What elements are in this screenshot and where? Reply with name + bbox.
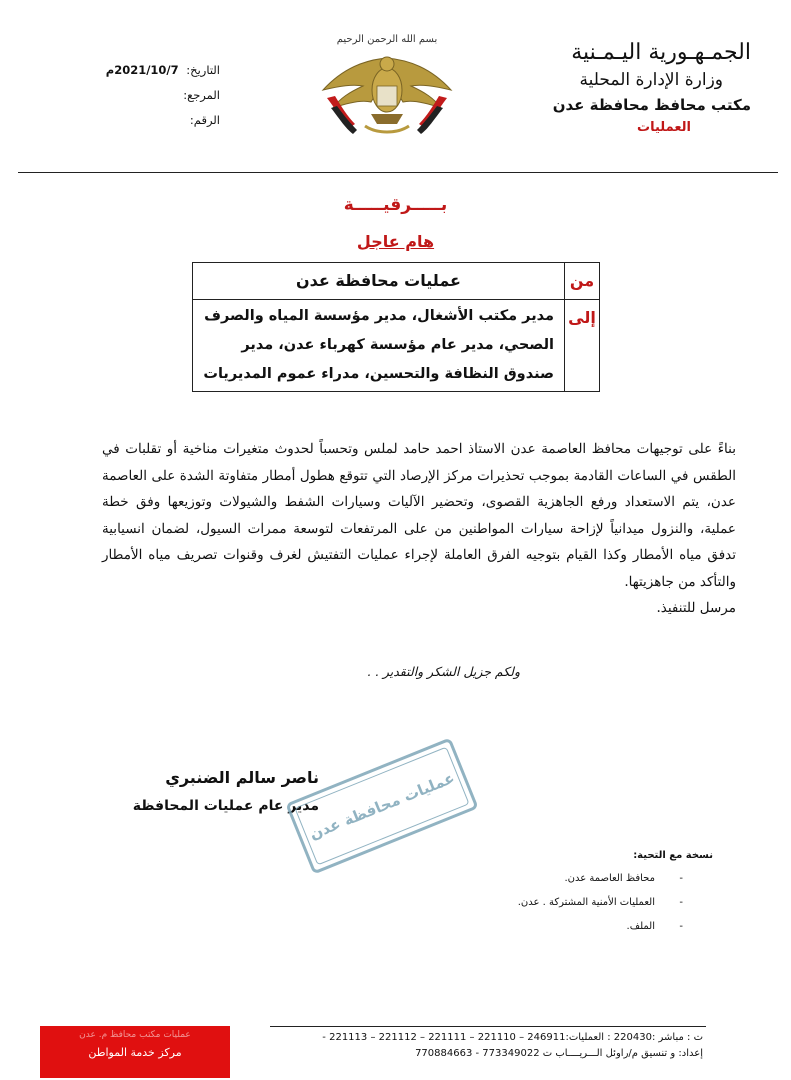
date-label: التاريخ:	[186, 63, 220, 77]
list-item: -العمليات الأمنية المشتركة . عدن.	[517, 897, 683, 908]
citizen-service-header: عمليات مكتب محافظ م. عدن	[79, 1030, 191, 1040]
header-divider	[18, 172, 778, 173]
letterhead-left	[60, 58, 220, 133]
from-row	[193, 263, 600, 300]
list-item: -محافظ العاصمة عدن.	[564, 873, 683, 884]
reference-label: المرجع:	[183, 88, 220, 102]
from-value: عمليات محافظة عدن	[193, 263, 565, 300]
list-item: -الملف.	[626, 921, 683, 932]
citizen-service-box	[40, 1026, 230, 1078]
to-value: مدير مكتب الأشغال، مدير مؤسسة المياه والصرف الصحي، مدير عام مؤسسة كهرباء عدن، مدير صندوق النظافة والتحسين، مدراء عموم المديريات	[193, 300, 565, 392]
footer-divider	[270, 1026, 706, 1027]
to-label: إلى	[565, 300, 600, 392]
republic-name: الجمـهـورية اليـمـنية	[571, 40, 751, 65]
signatory-name: ناصر سالم الضنبري	[165, 768, 319, 787]
date-row	[60, 58, 220, 83]
document-type: بـــــرقيـــــة	[343, 195, 448, 215]
reference-row	[60, 83, 220, 108]
copies-list	[443, 850, 713, 939]
to-row	[193, 300, 600, 392]
signatory-title: مدير عام عمليات المحافظة	[132, 798, 319, 814]
routing-table	[192, 262, 600, 392]
footer-prepared-by: إعداد: و تنسيق م/راوئل الـــريــــاب ت 773349022 - 770884663	[415, 1048, 703, 1059]
body-paragraph: بناءً على توجيهات محافظ العاصمة عدن الاستاذ احمد حامد لملس وتحسباً لحدوث متغيرات مناخية أو تقلبات في الطقس في الساعات القادمة بموجب تحذيرات مركز الإرصاد التي تتوقع هطول أمطار متفاوتة الشدة على العاصمة عدن، يتم الاستعداد ورفع الجاهزية القصوى، وتحضير الآليات وسيارات الشفط والشيولات وتوزيعها وفق خطة عملية، والنزول ميدانياً لإزاحة سيارات المواطنين من على المرتفعات لتوسعة ممرات السيول، لضمان انسيابية تدفق مياه الأمطار وكذا القيام بتوجيه الفرق العاملة لإجراء عمليات التفتيش لغرف وقنوات تصريف مياه الأمطار والتأكد من جاهزيتها.	[102, 441, 736, 590]
number-label: الرقم:	[189, 113, 220, 127]
department-name: العمليات	[637, 120, 691, 135]
date-value: 2021/10/7م	[105, 63, 179, 77]
copies-heading: نسخة مع التحية:	[633, 850, 713, 861]
office-name: مكتب محافظ محافظة عدن	[552, 96, 751, 114]
from-label: من	[565, 263, 600, 300]
footer-phones: ت : مباشر :220430 : العمليات:246911 – 221110 – 221111 – 221112 – 221113 -	[322, 1032, 703, 1043]
number-row	[60, 108, 220, 133]
thanks-line: ولكم جزيل الشكر والتقدير . .	[366, 664, 520, 679]
letterhead-right	[531, 38, 751, 138]
execution-note: مرسل للتنفيذ.	[656, 600, 736, 616]
letter-body	[102, 436, 736, 622]
ministry-name: وزارة الإدارة المحلية	[579, 70, 723, 90]
priority-label: هام عاجل	[356, 232, 435, 251]
yemen-emblem	[305, 28, 470, 148]
footer-contacts	[203, 1030, 703, 1062]
stamp-text: عمليات محافظة عدن	[306, 768, 458, 844]
citizen-service-label: مركز خدمة المواطن	[88, 1046, 182, 1059]
basmala-calligraphy: بسم الله الرحمن الرحيم	[336, 34, 438, 45]
